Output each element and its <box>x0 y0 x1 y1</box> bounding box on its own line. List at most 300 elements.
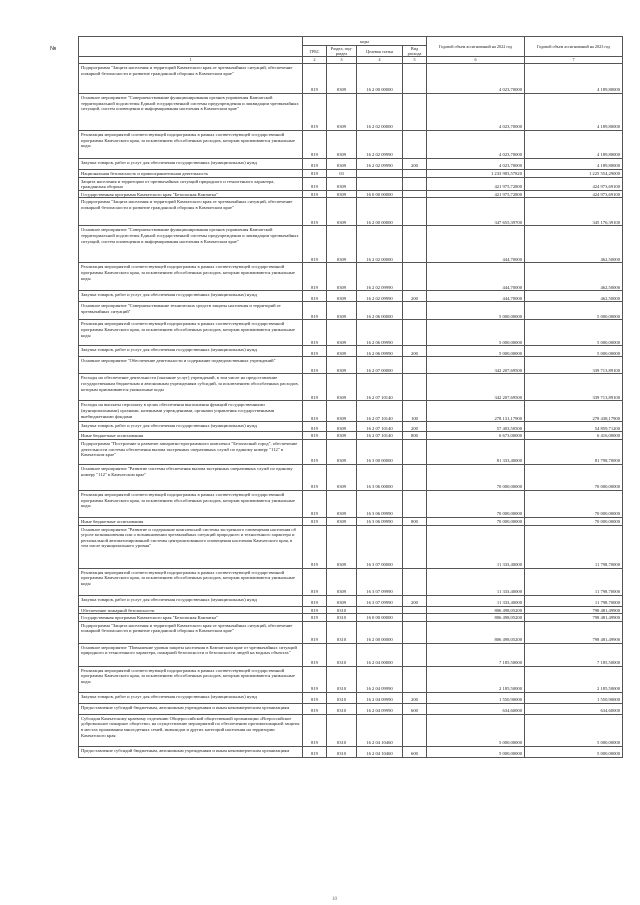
table-row <box>79 263 623 291</box>
row-expense: 800 <box>403 517 427 525</box>
row-section: 0309 <box>327 568 357 595</box>
table-row <box>79 746 623 757</box>
row-section: 0309 <box>327 422 357 432</box>
table-row <box>79 606 623 614</box>
row-section: 0309 <box>327 198 357 226</box>
table-row <box>79 374 623 401</box>
row-amount-2022: 278 131,17900 <box>427 401 525 422</box>
row-grbs: 819 <box>303 177 327 190</box>
table-row <box>79 714 623 746</box>
table-row <box>79 490 623 517</box>
row-amount-2023: 345 176,39100 <box>525 198 623 226</box>
row-grbs: 819 <box>303 666 327 692</box>
row-target: 16 2 04 00000 <box>357 643 403 666</box>
table-row <box>79 614 623 622</box>
row-amount-2022: 5 000,00000 <box>427 346 525 357</box>
row-target: 16 2 06 09990 <box>357 346 403 357</box>
row-amount-2023: 70 000,00000 <box>525 490 623 517</box>
table-row <box>79 464 623 490</box>
row-expense <box>403 621 427 643</box>
row-section: 0309 <box>327 263 357 291</box>
row-section: 0310 <box>327 714 357 746</box>
row-name: Реализация мероприятий соответствующей подпрограммы в рамках соответствующей государственной программы Камчатского края, за исключением обособленных расходов, которым присваиваются уникальные коды <box>79 568 303 595</box>
row-target: 16 2 07 10140 <box>357 374 403 401</box>
row-section: 0310 <box>327 746 357 757</box>
row-target: 16 3 06 09990 <box>357 490 403 517</box>
row-expense: 600 <box>403 703 427 714</box>
row-expense <box>403 263 427 291</box>
row-name: Национальная безопасность и правоохранительная деятельность <box>79 170 303 178</box>
row-grbs: 819 <box>303 291 327 302</box>
row-grbs: 819 <box>303 263 327 291</box>
row-amount-2022: 70 000,00000 <box>427 464 525 490</box>
index-cell: 1 <box>79 57 303 64</box>
row-amount-2023: 70 000,00000 <box>525 517 623 525</box>
row-grbs: 819 <box>303 439 327 464</box>
row-number-label: № <box>50 46 57 52</box>
table-row <box>79 94 623 131</box>
row-target: 16 2 07 10140 <box>357 401 403 422</box>
col-name-header <box>79 37 303 57</box>
row-amount-2023: 4 189,80000 <box>525 131 623 159</box>
table-row <box>79 439 623 464</box>
row-amount-2022: 5 000,00000 <box>427 714 525 746</box>
row-target: 16 3 06 09990 <box>357 517 403 525</box>
row-grbs: 819 <box>303 170 327 178</box>
row-target: 16 2 02 09990 <box>357 263 403 291</box>
row-target: 16 2 06 00000 <box>357 302 403 320</box>
row-section: 0310 <box>327 703 357 714</box>
row-expense <box>403 302 427 320</box>
row-amount-2023: 11 798,70000 <box>525 595 623 606</box>
row-target: 16 2 00 00000 <box>357 64 403 94</box>
row-expense <box>403 643 427 666</box>
row-amount-2022: 11 333,40000 <box>427 595 525 606</box>
row-section: 0310 <box>327 614 357 622</box>
row-grbs: 819 <box>303 746 327 757</box>
row-grbs: 819 <box>303 401 327 422</box>
row-grbs: 819 <box>303 226 327 263</box>
row-amount-2022: 5 000,00000 <box>427 302 525 320</box>
row-name: Основное мероприятие "Совершенствование функционирования органов управления Камчатской территориальной подсистемы Единой государственной системы предупреждения и ликвидации чрезвычайных ситуаций, систем оповещения и информирования населения в Камчатском крае" <box>79 226 303 263</box>
row-target <box>357 606 403 614</box>
table-body <box>79 64 623 758</box>
row-amount-2022: 4 023,70000 <box>427 94 525 131</box>
row-section: 0309 <box>327 177 357 190</box>
row-amount-2023: 7 185,50000 <box>525 643 623 666</box>
row-expense <box>403 374 427 401</box>
row-name: Предоставление субсидий бюджетным, автономным учреждениям и иным некоммерческим организациям <box>79 746 303 757</box>
row-amount-2023: 798 481,49900 <box>525 606 623 614</box>
row-grbs: 819 <box>303 517 327 525</box>
row-target: 16 3 00 00000 <box>357 439 403 464</box>
row-amount-2023: 6 416,00000 <box>525 432 623 440</box>
table-row <box>79 131 623 159</box>
row-expense: 100 <box>403 401 427 422</box>
table-row <box>79 198 623 226</box>
row-section: 0309 <box>327 595 357 606</box>
table-row <box>79 320 623 346</box>
row-expense <box>403 714 427 746</box>
row-section: 0309 <box>327 357 357 374</box>
row-name: Расходы на обеспечение деятельности (оказание услуг) учреждений, в том числе на предоставление государственным бюджетным и автономным учреждениям субсидий, за исключением обособленных расходов, которым присваиваются уникальные коды <box>79 374 303 401</box>
row-amount-2023: 2 185,50000 <box>525 666 623 692</box>
row-amount-2022: 11 333,40000 <box>427 525 525 568</box>
col-section-header: Раздел, под-раздел <box>327 46 357 57</box>
table-row <box>79 177 623 190</box>
row-amount-2022: 806 498,05200 <box>427 614 525 622</box>
row-amount-2022: 2 185,50000 <box>427 666 525 692</box>
row-section: 0309 <box>327 346 357 357</box>
row-target: 16 3 07 09990 <box>357 595 403 606</box>
row-name: Обеспечение пожарной безопасности <box>79 606 303 614</box>
row-grbs: 819 <box>303 621 327 643</box>
row-name: Основное мероприятие "Развитие системы обеспечения вызова экстренных оперативных служб по единому номеру "112" в Камчатском крае" <box>79 464 303 490</box>
row-amount-2022: 4 023,70000 <box>427 159 525 170</box>
row-section: 0309 <box>327 439 357 464</box>
row-amount-2022: 6 673,00000 <box>427 432 525 440</box>
row-target <box>357 177 403 190</box>
row-amount-2023: 5 000,00000 <box>525 346 623 357</box>
row-expense <box>403 614 427 622</box>
row-target: 16 2 07 10140 <box>357 422 403 432</box>
row-name: Закупка товаров, работ и услуг для обеспечения государственных (муниципальных) нужд <box>79 291 303 302</box>
row-expense <box>403 525 427 568</box>
row-name: Подпрограмма "Защита населения и территорий Камчатского края от чрезвычайных ситуаций, обеспечение пожарной безопасности и развитие гражданской обороны в Камчатском крае" <box>79 198 303 226</box>
row-grbs: 819 <box>303 422 327 432</box>
row-name: Реализация мероприятий соответствующей подпрограммы в рамках соответствующей государственной программы Камчатского края, за исключением обособленных расходов, которым присваиваются уникальные коды <box>79 666 303 692</box>
col-2022-header: Годовой объем ассигнований на 2022 год <box>427 37 525 57</box>
budget-table <box>78 36 623 758</box>
row-amount-2023: 4 189,80000 <box>525 159 623 170</box>
row-grbs: 819 <box>303 190 327 198</box>
budget-table-page <box>78 36 622 758</box>
col-target-header: Целевая статья <box>357 46 403 57</box>
table-row <box>79 159 623 170</box>
row-amount-2022: 5 000,00000 <box>427 746 525 757</box>
table-row <box>79 621 623 643</box>
row-target: 16 0 00 00000 <box>357 190 403 198</box>
table-row <box>79 595 623 606</box>
row-target: 16 2 02 09990 <box>357 291 403 302</box>
row-section: 0309 <box>327 320 357 346</box>
row-target: 16 2 00 00000 <box>357 621 403 643</box>
row-section: 0309 <box>327 64 357 94</box>
row-target: 16 2 02 00000 <box>357 94 403 131</box>
row-amount-2023: 5 000,00000 <box>525 746 623 757</box>
row-name: Реализация мероприятий соответствующей подпрограммы в рамках соответствующей государственной программы Камчатского края, за исключением обособленных расходов, которым присваиваются уникальные коды <box>79 263 303 291</box>
row-amount-2023: 339 713,89100 <box>525 374 623 401</box>
table-row <box>79 401 623 422</box>
row-grbs: 819 <box>303 525 327 568</box>
row-target: 16 2 04 09990 <box>357 666 403 692</box>
table-row <box>79 643 623 666</box>
row-name: Иные бюджетные ассигнования <box>79 517 303 525</box>
row-target: 16 2 06 09990 <box>357 320 403 346</box>
row-expense: 200 <box>403 291 427 302</box>
row-expense: 200 <box>403 595 427 606</box>
row-name: Основное мероприятие "Обеспечение деятельности и содержание подведомственных учреждений" <box>79 357 303 374</box>
row-name: Закупка товаров, работ и услуг для обеспечения государственных (муниципальных) нужд <box>79 346 303 357</box>
row-amount-2023: 5 000,00000 <box>525 320 623 346</box>
codes-group-header: коды <box>303 37 427 46</box>
row-grbs: 819 <box>303 595 327 606</box>
index-cell: 5 <box>403 57 427 64</box>
row-amount-2023: 1 550,90000 <box>525 692 623 703</box>
row-name: Закупка товаров, работ и услуг для обеспечения государственных (муниципальных) нужд <box>79 422 303 432</box>
row-target: 16 2 04 10460 <box>357 746 403 757</box>
row-grbs: 819 <box>303 614 327 622</box>
row-section: 0309 <box>327 401 357 422</box>
row-grbs: 819 <box>303 320 327 346</box>
col-grbs-header: ГРБС <box>303 46 327 57</box>
row-name: Расходы на выплаты персоналу в целях обеспечения выполнения функций государственными (муниципальными) органами, казенными учреждениями, органами управления государственными внебюджетными фондами <box>79 401 303 422</box>
index-cell: 3 <box>327 57 357 64</box>
row-expense: 800 <box>403 432 427 440</box>
row-grbs: 819 <box>303 159 327 170</box>
row-amount-2023: 424 973,69100 <box>525 190 623 198</box>
row-amount-2023: 1 225 554,29000 <box>525 170 623 178</box>
row-name: Подпрограмма "Построение и развитие аппаратно-программного комплекса "Безопасный город", обеспечение деятельности системы обеспечения вызова экстренных оперативных служб по единому номеру "112" в Камчатском крае" <box>79 439 303 464</box>
table-row <box>79 190 623 198</box>
row-grbs: 819 <box>303 490 327 517</box>
row-name: Субсидия Камчатскому краевому отделению Общероссийской общественной организации «Всероссийское добровольное пожарное общество» на осуществление мероприятий по обеспечению противопожарной защиты в местах проживания многодетных семей, инвалидов и других категорий населения на территории Камчатского края <box>79 714 303 746</box>
row-name: Иные бюджетные ассигнования <box>79 432 303 440</box>
row-section: 0309 <box>327 131 357 159</box>
row-amount-2022: 342 207,69500 <box>427 374 525 401</box>
row-amount-2023: 54 859,71200 <box>525 422 623 432</box>
row-amount-2022: 81 333,40000 <box>427 439 525 464</box>
row-section: 0310 <box>327 621 357 643</box>
row-section: 0309 <box>327 432 357 440</box>
row-target: 16 2 04 09990 <box>357 703 403 714</box>
table-row <box>79 291 623 302</box>
row-section: 0309 <box>327 190 357 198</box>
row-expense <box>403 464 427 490</box>
row-expense: 200 <box>403 692 427 703</box>
row-section: 03 <box>327 170 357 178</box>
row-grbs: 819 <box>303 643 327 666</box>
row-target: 16 2 02 09990 <box>357 159 403 170</box>
table-row <box>79 568 623 595</box>
row-name: Государственная программа Камчатского края "Безопасная Камчатка" <box>79 614 303 622</box>
table-row <box>79 346 623 357</box>
row-section: 0310 <box>327 606 357 614</box>
row-amount-2022: 421 975,72800 <box>427 177 525 190</box>
row-amount-2023: 5 000,00000 <box>525 714 623 746</box>
row-expense <box>403 490 427 517</box>
row-name: Закупка товаров, работ и услуг для обеспечения государственных (муниципальных) нужд <box>79 692 303 703</box>
row-expense <box>403 320 427 346</box>
row-amount-2022: 444,70000 <box>427 226 525 263</box>
row-expense <box>403 131 427 159</box>
row-amount-2022: 806 498,05200 <box>427 606 525 614</box>
row-grbs: 819 <box>303 703 327 714</box>
col-2023-header: Годовой объем ассигнований на 2023 год <box>525 37 623 57</box>
table-row <box>79 692 623 703</box>
row-expense <box>403 177 427 190</box>
row-grbs: 819 <box>303 302 327 320</box>
row-amount-2023: 462,50000 <box>525 226 623 263</box>
row-name: Основное мероприятие "Развитие и содержание комплексной системы экстренного оповещения населения об угрозе возникновения или о возникновении чрезвычайных ситуаций природного и техногенного характера и региональной автоматизированной системы централизованного оповещения населения Камчатского края, в том числе муниципального уровня" <box>79 525 303 568</box>
row-name: Реализация мероприятий соответствующей подпрограммы в рамках соответствующей государственной программы Камчатского края, за исключением обособленных расходов, которым присваиваются уникальные коды <box>79 490 303 517</box>
row-section: 0309 <box>327 464 357 490</box>
row-amount-2023: 4 189,80000 <box>525 94 623 131</box>
row-amount-2022: 4 023,70000 <box>427 131 525 159</box>
page-number: 10 <box>332 897 337 902</box>
row-expense <box>403 190 427 198</box>
row-amount-2022: 347 655,39700 <box>427 198 525 226</box>
row-grbs: 819 <box>303 606 327 614</box>
row-expense <box>403 170 427 178</box>
row-amount-2023: 4 189,80000 <box>525 64 623 94</box>
row-target: 16 3 07 09990 <box>357 568 403 595</box>
row-amount-2022: 57 403,50500 <box>427 422 525 432</box>
column-index-row <box>79 57 623 64</box>
row-amount-2022: 444,70000 <box>427 263 525 291</box>
index-cell: 4 <box>357 57 403 64</box>
row-section: 0309 <box>327 525 357 568</box>
row-name: Предоставление субсидий бюджетным, автономным учреждениям и иным некоммерческим организациям <box>79 703 303 714</box>
row-name: Защита населения и территории от чрезвычайных ситуаций природного и техногенного характера, гражданская оборона <box>79 177 303 190</box>
row-section: 0309 <box>327 517 357 525</box>
table-row <box>79 666 623 692</box>
row-expense <box>403 606 427 614</box>
row-section: 0309 <box>327 302 357 320</box>
row-grbs: 819 <box>303 131 327 159</box>
table-row <box>79 64 623 94</box>
table-row <box>79 357 623 374</box>
row-expense <box>403 439 427 464</box>
row-amount-2022: 806 498,05200 <box>427 621 525 643</box>
row-amount-2022: 11 333,40000 <box>427 568 525 595</box>
row-section: 0309 <box>327 94 357 131</box>
row-target: 16 2 02 00000 <box>357 226 403 263</box>
row-amount-2022: 70 000,00000 <box>427 517 525 525</box>
table-row <box>79 432 623 440</box>
row-amount-2023: 339 713,89100 <box>525 357 623 374</box>
table-row <box>79 525 623 568</box>
row-grbs: 819 <box>303 714 327 746</box>
table-row <box>79 226 623 263</box>
row-name: Реализация мероприятий соответствующей подпрограммы в рамках соответствующей государственной программы Камчатского края, за исключением обособленных расходов, которым присваиваются уникальные коды <box>79 320 303 346</box>
row-expense <box>403 357 427 374</box>
row-expense: 200 <box>403 346 427 357</box>
table-row <box>79 422 623 432</box>
row-name: Государственная программа Камчатского края "Безопасная Камчатка" <box>79 190 303 198</box>
table-row <box>79 302 623 320</box>
row-target <box>357 170 403 178</box>
index-cell: 2 <box>303 57 327 64</box>
row-amount-2023: 798 481,49900 <box>525 621 623 643</box>
row-amount-2022: 70 000,00000 <box>427 490 525 517</box>
index-cell: 7 <box>525 57 623 64</box>
row-target: 16 2 02 09990 <box>357 131 403 159</box>
row-section: 0309 <box>327 291 357 302</box>
row-target: 16 2 07 00000 <box>357 357 403 374</box>
row-amount-2022: 421 975,72800 <box>427 190 525 198</box>
row-grbs: 819 <box>303 357 327 374</box>
table-row <box>79 170 623 178</box>
row-amount-2022: 634,60000 <box>427 703 525 714</box>
row-name: Основное мероприятие "Совершенствование технических средств защиты населения и территорий от чрезвычайных ситуаций" <box>79 302 303 320</box>
row-amount-2023: 70 000,00000 <box>525 464 623 490</box>
row-target: 16 2 04 10460 <box>357 714 403 746</box>
row-grbs: 819 <box>303 432 327 440</box>
row-grbs: 819 <box>303 346 327 357</box>
row-section: 0309 <box>327 226 357 263</box>
row-amount-2023: 462,50000 <box>525 291 623 302</box>
row-amount-2022: 444,70000 <box>427 291 525 302</box>
row-section: 0309 <box>327 490 357 517</box>
row-name: Основное мероприятие "Повышение уровня защиты населения в Камчатском крае от чрезвычайных ситуаций природного и техногенного характера, пожарной безопасности и безопасности людей на водных объектах" <box>79 643 303 666</box>
row-target: 16 3 07 00000 <box>357 525 403 568</box>
row-amount-2022: 1 550,90000 <box>427 692 525 703</box>
row-grbs: 819 <box>303 94 327 131</box>
row-expense <box>403 226 427 263</box>
row-section: 0310 <box>327 666 357 692</box>
row-target: 16 2 00 00000 <box>357 198 403 226</box>
row-target: 16 2 07 10140 <box>357 432 403 440</box>
row-expense: 200 <box>403 422 427 432</box>
row-amount-2022: 7 185,50000 <box>427 643 525 666</box>
row-expense <box>403 666 427 692</box>
row-section: 0309 <box>327 374 357 401</box>
row-amount-2023: 424 973,69100 <box>525 177 623 190</box>
row-section: 0309 <box>327 159 357 170</box>
row-amount-2023: 634,60000 <box>525 703 623 714</box>
row-amount-2023: 798 481,49900 <box>525 614 623 622</box>
row-name: Закупка товаров, работ и услуг для обеспечения государственных (муниципальных) нужд <box>79 595 303 606</box>
row-amount-2023: 11 798,70000 <box>525 568 623 595</box>
row-name: Подпрограмма "Защита населения и территорий Камчатского края от чрезвычайных ситуаций, обеспечение пожарной безопасности и развитие гражданской обороны в Камчатском крае" <box>79 621 303 643</box>
row-name: Закупка товаров, работ и услуг для обеспечения государственных (муниципальных) нужд <box>79 159 303 170</box>
row-target: 16 2 04 09990 <box>357 692 403 703</box>
table-row <box>79 517 623 525</box>
row-amount-2022: 1 233 983,57820 <box>427 170 525 178</box>
row-amount-2022: 5 000,00000 <box>427 320 525 346</box>
row-grbs: 819 <box>303 568 327 595</box>
row-grbs: 819 <box>303 464 327 490</box>
index-cell: 6 <box>427 57 525 64</box>
row-section: 0310 <box>327 692 357 703</box>
row-amount-2023: 278 438,17900 <box>525 401 623 422</box>
row-name: Реализация мероприятий соответствующей подпрограммы в рамках соответствующей государственной программы Камчатского края, за исключением обособленных расходов, которым присваиваются уникальные коды <box>79 131 303 159</box>
row-grbs: 819 <box>303 198 327 226</box>
row-expense <box>403 64 427 94</box>
row-amount-2022: 342 207,69500 <box>427 357 525 374</box>
row-amount-2023: 5 000,00000 <box>525 302 623 320</box>
col-expense-header: Вид расхода <box>403 46 427 57</box>
row-grbs: 819 <box>303 64 327 94</box>
row-expense: 600 <box>403 746 427 757</box>
row-grbs: 819 <box>303 374 327 401</box>
row-expense <box>403 198 427 226</box>
row-target: 16 0 00 00000 <box>357 614 403 622</box>
row-amount-2023: 11 798,70000 <box>525 525 623 568</box>
row-amount-2023: 462,50000 <box>525 263 623 291</box>
row-amount-2023: 81 798,70000 <box>525 439 623 464</box>
table-row <box>79 703 623 714</box>
row-name: Основное мероприятие "Совершенствование функционирования органов управления Камчатской территориальной подсистемы Единой государственной системы предупреждения и ликвидации чрезвычайных ситуаций, систем оповещения и информирования населения в Камчатском крае" <box>79 94 303 131</box>
row-expense: 200 <box>403 159 427 170</box>
row-target: 16 3 06 00000 <box>357 464 403 490</box>
row-expense <box>403 94 427 131</box>
row-section: 0310 <box>327 643 357 666</box>
row-name: Подпрограмма "Защита населения и территорий Камчатского края от чрезвычайных ситуаций, обеспечение пожарной безопасности и развитие гражданской обороны в Камчатском крае" <box>79 64 303 94</box>
row-grbs: 819 <box>303 692 327 703</box>
row-expense <box>403 568 427 595</box>
